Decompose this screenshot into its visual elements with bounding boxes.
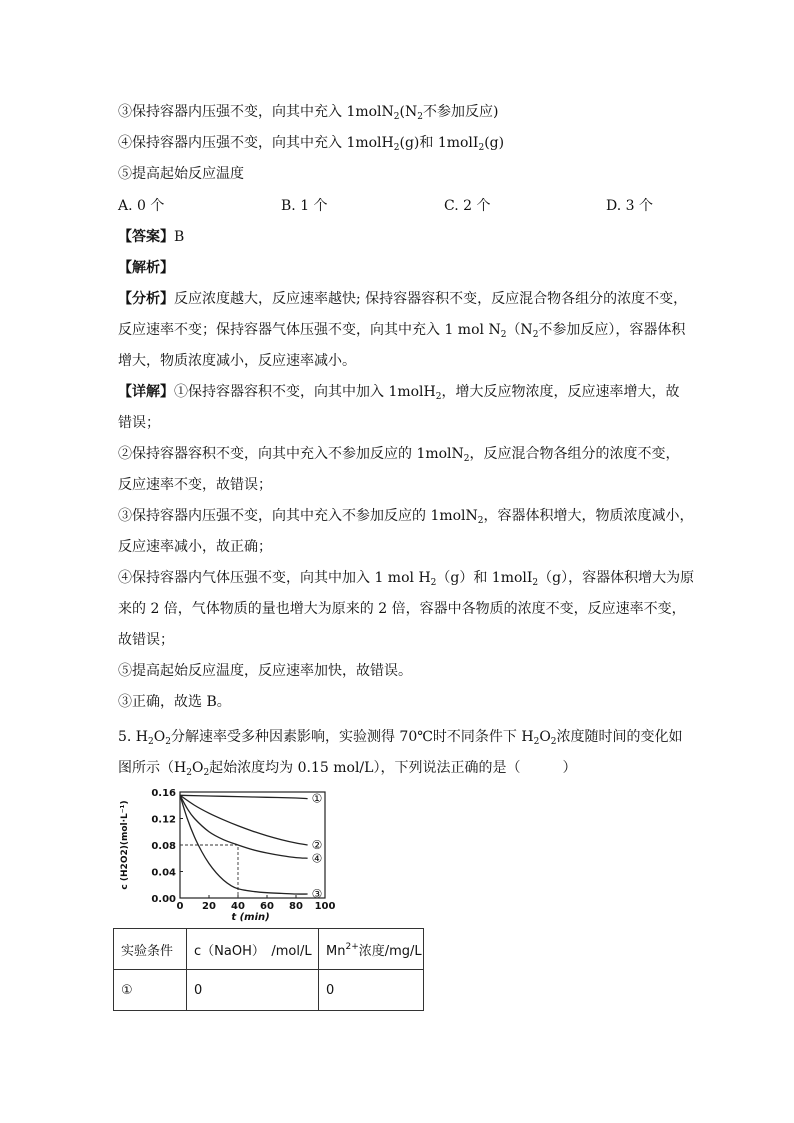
option-a: A. 0 个 <box>118 198 165 214</box>
x-tick-label: 0 <box>176 901 184 912</box>
row-mn: 0 <box>319 970 424 1011</box>
x-tick-label: 20 <box>202 901 216 912</box>
question-5-line-2: 图所示（$H_2O_2$起始浓度均为 0.15 mol/L），下列说法正确的是（ ） <box>118 760 577 778</box>
row-naoh: 0 <box>187 970 319 1011</box>
y-tick-label: 0.16 <box>151 788 176 799</box>
y-tick-label: 0.12 <box>151 814 176 826</box>
series-line-2 <box>180 795 308 845</box>
header-naoh: c（NaOH） /mol/L <box>187 929 319 970</box>
y-tick-label: 0.08 <box>151 841 176 852</box>
series-line-4 <box>180 795 308 894</box>
xiangjie-line-6: 反应速率减小，故正确； <box>118 539 272 555</box>
xiangjie-line-3: ②保持容器容积不变，向其中充入不参加反应的 1molN$_2$，反应混合物各组分的浓度不变， <box>118 446 680 464</box>
statement-4: ④保持容器内压强不变，向其中充入 1molH$_2$(g)和 1molI$_2$(g) <box>118 135 505 153</box>
option-b: B. 1 个 <box>281 198 328 214</box>
option-d: D. 3 个 <box>606 198 653 214</box>
x-tick-label: 40 <box>231 901 245 912</box>
dashed-guide-line <box>180 845 238 898</box>
x-tick-label: 100 <box>314 901 336 912</box>
y-tick-label: 0.00 <box>151 894 176 905</box>
conclusion-line: ③正确，故选 B。 <box>118 694 231 710</box>
header-condition: 实验条件 <box>114 929 187 970</box>
statement-3: ③保持容器内压强不变，向其中充入 $1molN_2(N_2$不参加反应) <box>118 104 499 122</box>
table-header-row <box>114 929 424 970</box>
curve-label: ③ <box>311 887 323 902</box>
experiment-conditions-table <box>113 928 424 1011</box>
fenxi-line-1: 【分析】反应浓度越大，反应速率越快; 保持容器容积不变，反应混合物各组分的浓度不变， <box>118 291 688 307</box>
x-axis-label: t (min) <box>231 912 270 923</box>
xiangjie-line-8: 来的 2 倍，气体物质的量也增大为原来的 2 倍，容器中各物质的浓度不变，反应速率不变， <box>118 601 686 617</box>
xiangjie-line-1: 【详解】①保持容器容积不变，向其中加入 1molH$_2$，增大反应物浓度，反应速率增大，故 <box>118 384 680 402</box>
table-row <box>114 970 424 1011</box>
y-axis-label: c (H2O2)(mol·L⁻¹) <box>120 800 130 890</box>
series-line-3 <box>180 795 308 858</box>
curve-label: ④ <box>311 851 323 866</box>
answer-line: 【答案】B <box>118 229 185 245</box>
xiangjie-line-10: ⑤提高起始反应温度，反应速率加快，故错误。 <box>118 663 412 679</box>
analysis-heading: 【解析】 <box>118 260 174 276</box>
header-mn: $Mn^{2+}$浓度/mg/L <box>319 929 424 970</box>
row-condition: ① <box>114 970 187 1011</box>
xiangjie-line-5: ③保持容器内压强不变，向其中充入不参加反应的 1molN$_2$，容器体积增大，物质浓度减小， <box>118 508 694 526</box>
x-tick-label: 80 <box>289 901 303 912</box>
option-c: C. 2 个 <box>444 198 491 214</box>
x-tick-label: 60 <box>260 901 274 912</box>
xiangjie-line-7: ④保持容器内气体压强不变，向其中加入 1 mol $H_2(g)$和 1molI$_2$（g），容器体积增大为原 <box>118 570 695 588</box>
h2o2-concentration-chart <box>118 786 340 926</box>
fenxi-line-3: 增大，物质浓度减小，反应速率减小。 <box>118 353 356 369</box>
y-tick-label: 0.04 <box>151 867 176 879</box>
statement-5: ⑤提高起始反应温度 <box>118 166 244 182</box>
xiangjie-line-4: 反应速率不变，故错误； <box>118 477 272 493</box>
curve-label: ② <box>311 838 323 852</box>
xiangjie-line-9: 故错误； <box>118 632 174 648</box>
question-5-line-1: 5. $H_2O_2$分解速率受多种因素影响，实验测得 70℃时不同条件下 $H_2O_2$浓度随时间的变化如 <box>118 729 683 747</box>
series-line-1 <box>180 795 308 798</box>
fenxi-line-2: 反应速率不变；保持容器气体压强不变，向其中充入 1 mol $N_2(N_2$不参加反应），容器体积 <box>118 322 686 340</box>
xiangjie-line-2: 错误； <box>118 415 160 431</box>
curve-label: ① <box>311 791 323 806</box>
